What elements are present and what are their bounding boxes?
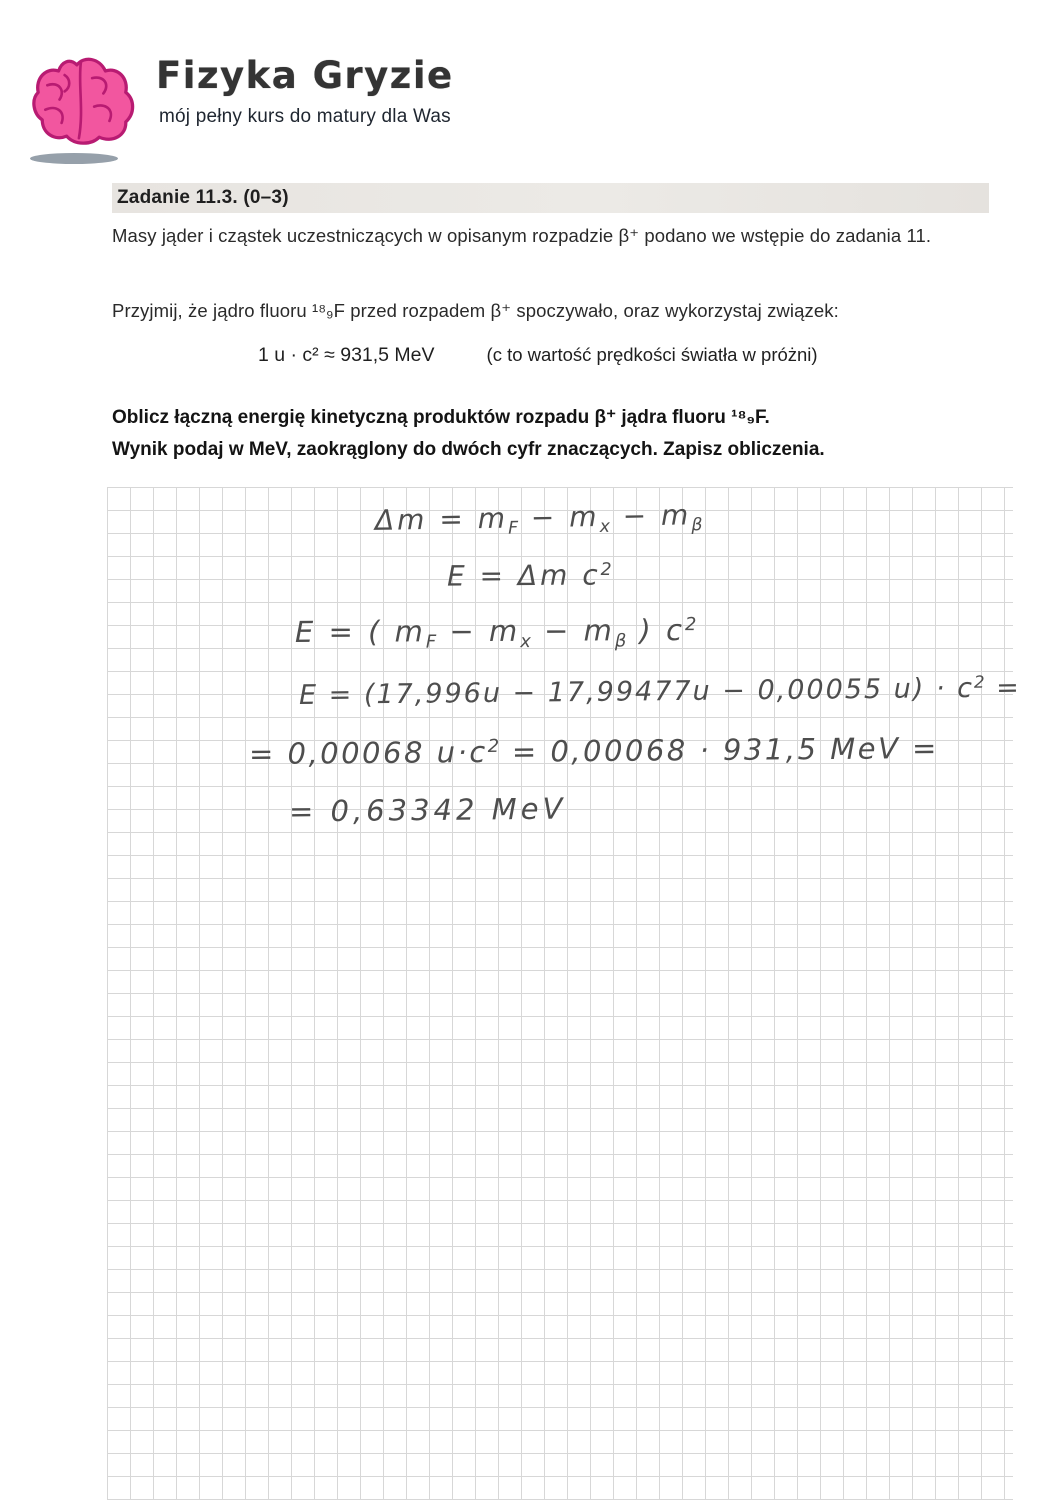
- brand-subtitle: mój pełny kurs do matury dla Was: [159, 106, 451, 127]
- task-command-line2: Wynik podaj w MeV, zaokrąglony do dwóch cyfr znaczących. Zapisz obliczenia.: [112, 439, 825, 460]
- solution-line-2: E = Δm $c^2$: [446, 558, 613, 593]
- brain-icon: [28, 50, 140, 148]
- relation-line: [258, 344, 998, 367]
- relation-formula: 1 u · c² ≈ 931,5 MeV: [258, 344, 435, 366]
- relation-note: (c to wartość prędkości światła w próżni): [486, 344, 818, 365]
- solution-line-4: E = (17,996u − 17,99477u − 0,00055 $u) \cdot c^2$ =: [298, 671, 1021, 711]
- task-command-line1: Oblicz łączną energię kinetyczną produktów rozpadu β⁺ jądra fluoru ¹⁸₉F.: [112, 407, 770, 428]
- task-assumption-paragraph: Przyjmij, że jądro fluoru ¹⁸₉F przed rozpadem β⁺ spoczywało, oraz wykorzystaj związek:: [112, 300, 839, 321]
- solution-line-3: E = ( $m_F - m_x - m_\beta$ ) $c^2$: [294, 613, 698, 653]
- task-command: [112, 402, 1002, 466]
- logo-shadow: [30, 153, 118, 164]
- brand-title: Fizyka Gryzie: [156, 54, 454, 97]
- solution-line-5: = 0,00068 $u\cdot c^2 = 0,00068 \cdot 931,5$ MeV =: [248, 730, 940, 772]
- task-intro-paragraph: Masy jąder i cząstek uczestniczących w opisanym rozpadzie β⁺ podano we wstępie do zadania 11.: [112, 225, 932, 246]
- solution-line-1: $\Delta m = m_F - m_x - m_\beta$: [374, 498, 704, 539]
- solution-line-6: = 0,63342 MeV: [288, 791, 567, 829]
- task-heading: Zadanie 11.3. (0–3): [112, 183, 989, 213]
- grid-answer-sheet: [107, 487, 1021, 1500]
